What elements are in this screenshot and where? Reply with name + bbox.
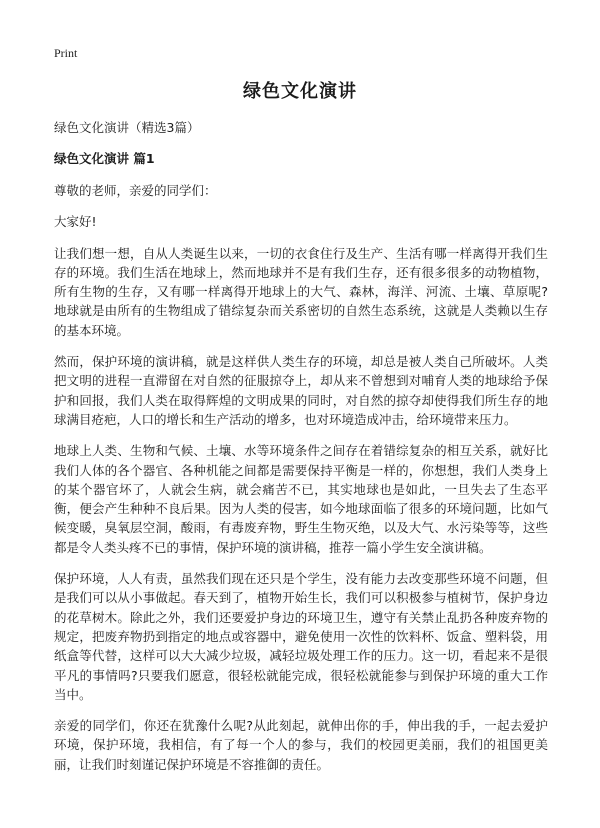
print-link[interactable]: Print: [54, 46, 78, 60]
paragraph-closing: 亲爱的同学们，你还在犹豫什么呢?从此刻起，就伸出你的手，伸出我的手，一起去爱护环境，保护环境，我相信，有了每一个人的参与，我们的校园更美丽，我们的祖国更美丽，让我们时刻谨记保护环境是不容推御的责任。: [54, 718, 548, 772]
section-heading: 绿色文化演讲 篇1: [54, 151, 155, 166]
paragraph-greeting: 大家好!: [54, 214, 97, 230]
page-title: 绿色文化演讲: [243, 81, 357, 102]
paragraph-body: 让我们想一想，自从人类诞生以来，一切的衣食住行及生产、生活有哪一样离得开我们生存的环境。我们生活在地球上，然而地球并不是有我们生存，还有很多很多的动物植物，所有生物的生存，又有哪一样离得开地球上的大气、森林，海洋、河流、土壤、草原呢?地球就是由所有的生物组成了错综复杂而关系密切的自然生态系统，这就是人类赖以生存的基本环境。: [54, 245, 548, 338]
paragraph-body: 地球上人类、生物和气候、土壤、水等环境条件之间存在着错综复杂的相互关系，就好比我们人体的各个器官、各种机能之间都是需要保持平衡是一样的，你想想，我们人类身上的某个器官坏了，人就会生病，就会痛苦不已，其实地球也是如此，一旦失去了生态平衡，便会产生种种不良后果。因为人类的侵害，如今地球面临了很多的环境问题，比如气候变暖，臭氧层空洞，酸雨，有毒废弃物，野生生物灭绝，以及大气、水污染等等，这些都是令人类头疼不已的事情，保护环境的演讲稿，推荐一篇小学生安全演讲稿。: [54, 443, 548, 555]
paragraph-body: 保护环境，人人有责，虽然我们现在还只是个学生，没有能力去改变那些环境不问题，但是我们可以从小事做起。春天到了，植物开始生长，我们可以积极参与植树节，保护身边的花草树木。除此之外，我们还要爱护身边的环境卫生，遵守有关禁止乱扔各种废弃物的规定，把废弃物扔到指定的地点或容器中，避免使用一次性的饮料杯、饭盒、塑料袋，用纸盒等代替，这样可以大大减少垃圾，减轻垃圾处理工作的压力。这一切，看起来不是很平凡的事情吗?只要我们愿意，很轻松就能完成，很轻松就能参与到保护环境的重大工作当中。: [54, 571, 548, 702]
document-subtitle: 绿色文化演讲（精选3篇）: [54, 120, 200, 135]
paragraph-salutation: 尊敬的老师，亲爱的同学们：: [54, 183, 217, 198]
speech-body: [54, 181, 548, 786]
paragraph-body: 然而，保护环境的演讲稿，就是这样供人类生存的环境，却总是被人类自己所破坏。人类把文明的进程一直滞留在对自然的征服掠夺上，却从来不曾想到对哺育人类的地球给予保护和回报，我们人类在取得辉煌的文明成果的同时，对自然的掠夺却使得我们所生存的地球满目疮疤，人口的增长和生产活动的增多，也对环境造成冲击，给环境带来压力。: [54, 354, 548, 427]
